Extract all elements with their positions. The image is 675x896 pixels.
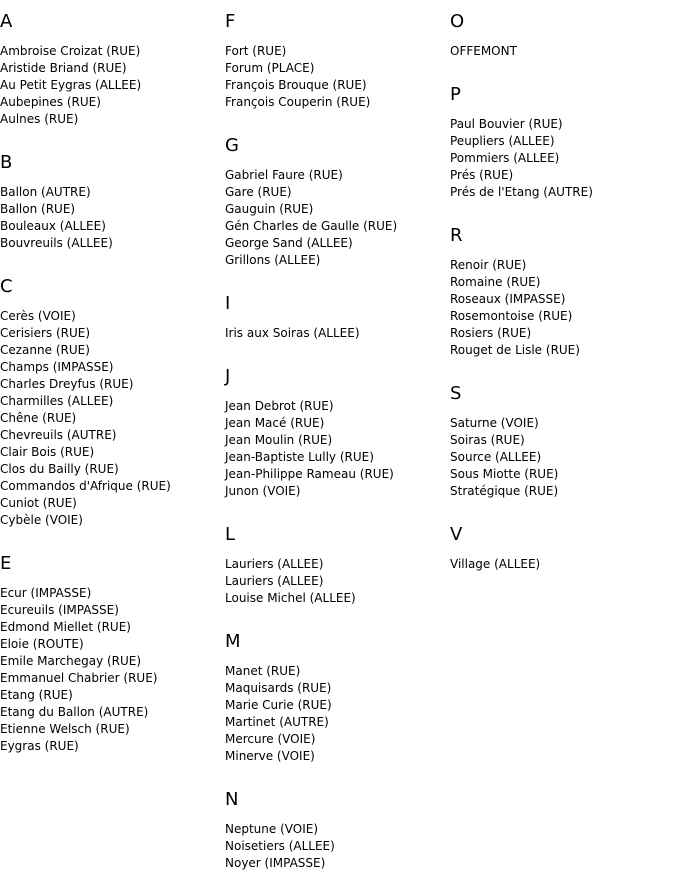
street-link[interactable]: Neptune (VOIE) bbox=[225, 822, 319, 836]
letter-heading: N bbox=[225, 789, 239, 810]
street-link[interactable]: Grillons (ALLEE) bbox=[225, 253, 321, 267]
letter-group-c bbox=[0, 276, 222, 529]
street-link[interactable]: Au Petit Eygras (ALLEE) bbox=[0, 78, 142, 92]
street-link[interactable]: Ambroise Croizat (RUE) bbox=[0, 44, 141, 58]
street-list bbox=[225, 43, 447, 111]
street-link[interactable]: Ecur (IMPASSE) bbox=[0, 586, 92, 600]
street-link[interactable]: OFFEMONT bbox=[450, 44, 517, 58]
street-link[interactable]: Renoir (RUE) bbox=[450, 258, 527, 272]
street-link[interactable]: Bouleaux (ALLEE) bbox=[0, 219, 106, 233]
street-link[interactable]: Eloie (ROUTE) bbox=[0, 637, 84, 651]
street-link[interactable]: Ballon (RUE) bbox=[0, 202, 76, 216]
letter-heading: G bbox=[225, 135, 239, 156]
street-link[interactable]: Cezanne (RUE) bbox=[0, 343, 90, 357]
street-link[interactable]: Edmond Miellet (RUE) bbox=[0, 620, 131, 634]
letter-group-r bbox=[450, 225, 672, 359]
street-list bbox=[225, 167, 447, 269]
street-list bbox=[225, 556, 447, 607]
street-link[interactable]: Emmanuel Chabrier (RUE) bbox=[0, 671, 158, 685]
street-link[interactable]: Clair Bois (RUE) bbox=[0, 445, 95, 459]
street-link[interactable]: Ballon (AUTRE) bbox=[0, 185, 91, 199]
letter-heading: S bbox=[450, 383, 462, 404]
street-link[interactable]: François Couperin (RUE) bbox=[225, 95, 371, 109]
letter-heading: B bbox=[0, 152, 13, 173]
street-link[interactable]: Etienne Welsch (RUE) bbox=[0, 722, 130, 736]
street-link[interactable]: Junon (VOIE) bbox=[225, 484, 301, 498]
street-link[interactable]: Fort (RUE) bbox=[225, 44, 287, 58]
street-link[interactable]: Rouget de Lisle (RUE) bbox=[450, 343, 580, 357]
street-link[interactable]: Champs (IMPASSE) bbox=[0, 360, 114, 374]
street-index-column-2 bbox=[225, 11, 447, 896]
letter-heading: P bbox=[450, 84, 461, 105]
street-link[interactable]: Jean Moulin (RUE) bbox=[225, 433, 333, 447]
letter-group-e bbox=[0, 553, 222, 755]
street-link[interactable]: George Sand (ALLEE) bbox=[225, 236, 353, 250]
letter-group-b bbox=[0, 152, 222, 252]
street-index-column-1 bbox=[0, 11, 222, 779]
street-list bbox=[0, 308, 222, 529]
letter-group-j bbox=[225, 366, 447, 500]
street-link[interactable]: Emile Marchegay (RUE) bbox=[0, 654, 142, 668]
street-list bbox=[0, 585, 222, 755]
street-link[interactable]: Saturne (VOIE) bbox=[450, 416, 539, 430]
street-link[interactable]: Paul Bouvier (RUE) bbox=[450, 117, 563, 131]
street-link[interactable]: Martinet (AUTRE) bbox=[225, 715, 329, 729]
street-link[interactable]: Etang du Ballon (AUTRE) bbox=[0, 705, 149, 719]
street-link[interactable]: Peupliers (ALLEE) bbox=[450, 134, 555, 148]
street-link[interactable]: Marie Curie (RUE) bbox=[225, 698, 332, 712]
street-link[interactable]: François Brouque (RUE) bbox=[225, 78, 367, 92]
street-link[interactable]: Louise Michel (ALLEE) bbox=[225, 591, 356, 605]
street-link[interactable]: Iris aux Soiras (ALLEE) bbox=[225, 326, 360, 340]
street-index-column-3 bbox=[450, 11, 672, 597]
letter-heading: M bbox=[225, 631, 241, 652]
street-link[interactable]: Gén Charles de Gaulle (RUE) bbox=[225, 219, 398, 233]
street-link[interactable]: Cybèle (VOIE) bbox=[0, 513, 83, 527]
street-link[interactable]: Manet (RUE) bbox=[225, 664, 301, 678]
letter-heading: V bbox=[450, 524, 463, 545]
street-link[interactable]: Cerès (VOIE) bbox=[0, 309, 76, 323]
street-link[interactable]: Forum (PLACE) bbox=[225, 61, 315, 75]
letter-heading: R bbox=[450, 225, 463, 246]
street-link[interactable]: Mercure (VOIE) bbox=[225, 732, 316, 746]
street-link[interactable]: Aubepines (RUE) bbox=[0, 95, 101, 109]
street-link[interactable]: Aristide Briand (RUE) bbox=[0, 61, 127, 75]
letter-heading: L bbox=[225, 524, 236, 545]
street-link[interactable]: Village (ALLEE) bbox=[450, 557, 541, 571]
street-list bbox=[225, 821, 447, 872]
street-link[interactable]: Commandos d'Afrique (RUE) bbox=[0, 479, 171, 493]
street-link[interactable]: Sous Miotte (RUE) bbox=[450, 467, 559, 481]
street-link[interactable]: Gabriel Faure (RUE) bbox=[225, 168, 343, 182]
street-link[interactable]: Gare (RUE) bbox=[225, 185, 292, 199]
street-link[interactable]: Soiras (RUE) bbox=[450, 433, 525, 447]
street-link[interactable]: Romaine (RUE) bbox=[450, 275, 541, 289]
street-link[interactable]: Jean Macé (RUE) bbox=[225, 416, 325, 430]
street-link[interactable]: Chevreuils (AUTRE) bbox=[0, 428, 117, 442]
letter-heading: O bbox=[450, 11, 465, 32]
street-list bbox=[225, 663, 447, 765]
street-link[interactable]: Ecureuils (IMPASSE) bbox=[0, 603, 119, 617]
street-link[interactable]: Stratégique (RUE) bbox=[450, 484, 559, 498]
street-link[interactable]: Pommiers (ALLEE) bbox=[450, 151, 560, 165]
street-list bbox=[450, 556, 672, 573]
letter-group-o bbox=[450, 11, 672, 60]
street-list bbox=[450, 415, 672, 500]
letter-group-i bbox=[225, 293, 447, 342]
street-list bbox=[0, 184, 222, 252]
letter-group-f bbox=[225, 11, 447, 111]
street-link[interactable]: Minerve (VOIE) bbox=[225, 749, 315, 763]
letter-group-s bbox=[450, 383, 672, 500]
street-list bbox=[450, 257, 672, 359]
street-link[interactable]: Bouvreuils (ALLEE) bbox=[0, 236, 113, 250]
street-link[interactable]: Lauriers (ALLEE) bbox=[225, 574, 324, 588]
letter-group-l bbox=[225, 524, 447, 607]
street-link[interactable]: Lauriers (ALLEE) bbox=[225, 557, 324, 571]
street-link[interactable]: Etang (RUE) bbox=[0, 688, 73, 702]
letter-heading: E bbox=[0, 553, 12, 574]
letter-group-p bbox=[450, 84, 672, 201]
street-link[interactable]: Rosiers (RUE) bbox=[450, 326, 532, 340]
street-link[interactable]: Gauguin (RUE) bbox=[225, 202, 314, 216]
letter-group-v bbox=[450, 524, 672, 573]
street-link[interactable]: Jean Debrot (RUE) bbox=[225, 399, 334, 413]
street-link[interactable]: Charmilles (ALLEE) bbox=[0, 394, 114, 408]
street-link[interactable]: Cerisiers (RUE) bbox=[0, 326, 91, 340]
letter-heading: I bbox=[225, 293, 231, 314]
street-link[interactable]: Prés (RUE) bbox=[450, 168, 514, 182]
street-link[interactable]: Chêne (RUE) bbox=[0, 411, 77, 425]
street-link[interactable]: Maquisards (RUE) bbox=[225, 681, 332, 695]
street-link[interactable]: Eygras (RUE) bbox=[0, 739, 79, 753]
letter-group-m bbox=[225, 631, 447, 765]
letter-heading: A bbox=[0, 11, 13, 32]
street-link[interactable]: Prés de l'Etang (AUTRE) bbox=[450, 185, 593, 199]
street-link[interactable]: Cuniot (RUE) bbox=[0, 496, 77, 510]
street-link[interactable]: Noyer (IMPASSE) bbox=[225, 856, 326, 870]
street-link[interactable]: Noisetiers (ALLEE) bbox=[225, 839, 335, 853]
letter-group-a bbox=[0, 11, 222, 128]
letter-group-n bbox=[225, 789, 447, 872]
street-list bbox=[450, 43, 672, 60]
letter-heading: C bbox=[0, 276, 13, 297]
street-link[interactable]: Source (ALLEE) bbox=[450, 450, 542, 464]
street-link[interactable]: Rosemontoise (RUE) bbox=[450, 309, 573, 323]
street-link[interactable]: Aulnes (RUE) bbox=[0, 112, 79, 126]
street-list bbox=[225, 325, 447, 342]
street-link[interactable]: Charles Dreyfus (RUE) bbox=[0, 377, 134, 391]
street-link[interactable]: Clos du Bailly (RUE) bbox=[0, 462, 119, 476]
letter-group-g bbox=[225, 135, 447, 269]
letter-heading: F bbox=[225, 11, 236, 32]
street-list bbox=[450, 116, 672, 201]
letter-heading: J bbox=[225, 366, 231, 387]
street-list bbox=[225, 398, 447, 500]
street-link[interactable]: Roseaux (IMPASSE) bbox=[450, 292, 566, 306]
street-link[interactable]: Jean-Baptiste Lully (RUE) bbox=[225, 450, 374, 464]
street-list bbox=[0, 43, 222, 128]
street-link[interactable]: Jean-Philippe Rameau (RUE) bbox=[225, 467, 394, 481]
